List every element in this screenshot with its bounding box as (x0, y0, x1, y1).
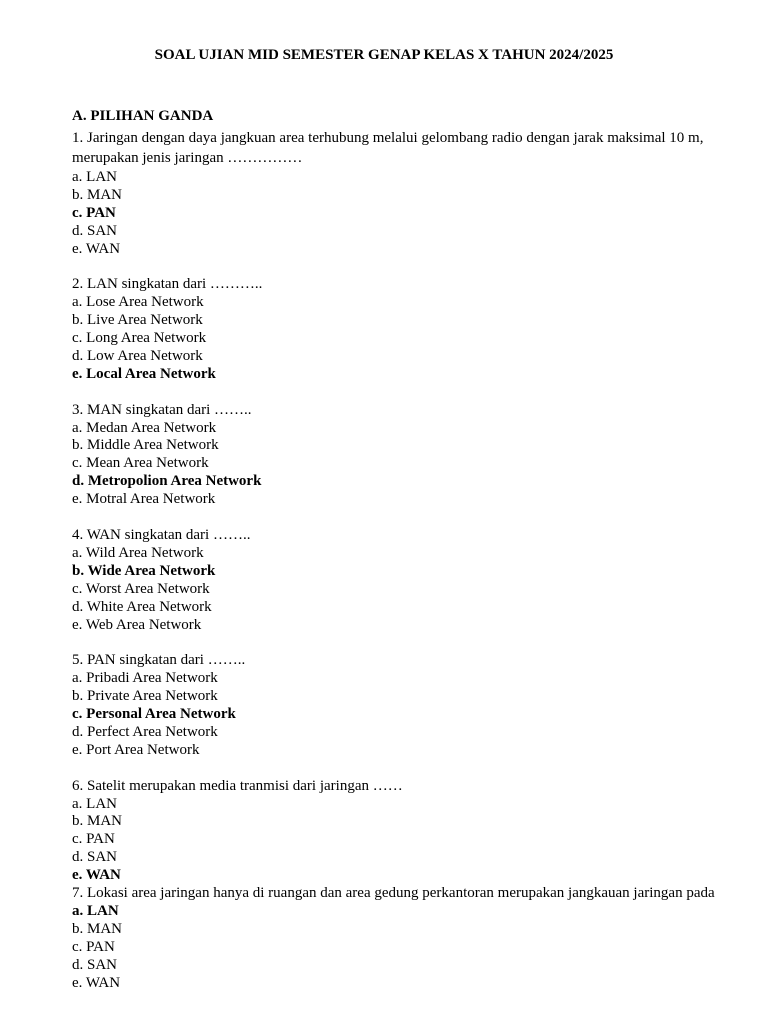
question-1 (72, 128, 728, 259)
spacer (72, 509, 728, 527)
spacer (72, 760, 728, 778)
question-stem: 5. PAN singkatan dari …….. (72, 652, 246, 669)
option-list (72, 670, 728, 760)
spacer (72, 384, 728, 402)
option: e. WAN (72, 240, 121, 257)
question-6 (72, 778, 728, 885)
option: a. Medan Area Network (72, 419, 217, 436)
option: a. Lose Area Network (72, 294, 204, 311)
question-stem: 6. Satelit merupakan media tranmisi dari jaringan …… (72, 777, 403, 794)
option-list (72, 420, 728, 510)
option: e. Motral Area Network (72, 491, 216, 508)
section-heading: A. PILIHAN GANDA (72, 108, 214, 124)
option: a. LAN (72, 795, 117, 812)
option-list (72, 545, 728, 635)
question-stem: 4. WAN singkatan dari …….. (72, 526, 251, 543)
question-2 (72, 276, 728, 383)
option: a. LAN (72, 168, 117, 185)
option: e. WAN (72, 867, 121, 884)
question-stem: 2. LAN singkatan dari ……….. (72, 276, 263, 293)
option: c. PAN (72, 831, 115, 848)
question-7 (72, 885, 728, 992)
option: b. MAN (72, 920, 123, 937)
option: b. Middle Area Network (72, 437, 219, 454)
question-stem: 7. Lokasi area jaringan hanya di ruangan dan area gedung perkantoran merupakan jangkauan jaringan pada (72, 885, 715, 902)
spacer (72, 258, 728, 276)
option: b. MAN (72, 186, 123, 203)
option: d. SAN (72, 849, 118, 866)
option: a. Pribadi Area Network (72, 670, 218, 687)
option: b. Live Area Network (72, 312, 203, 329)
option: d. Low Area Network (72, 347, 203, 364)
option-list (72, 169, 728, 259)
option: a. LAN (72, 902, 119, 919)
option: d. Metropolion Area Network (72, 473, 262, 490)
option: c. Personal Area Network (72, 706, 236, 723)
question-4 (72, 527, 728, 634)
question-3 (72, 402, 728, 509)
option: b. Wide Area Network (72, 562, 216, 579)
option-list (72, 796, 728, 886)
option-list (72, 903, 728, 993)
page-title: SOAL UJIAN MID SEMESTER GENAP KELAS X TAHUN 2024/2025 (154, 47, 614, 63)
question-stem: 3. MAN singkatan dari …….. (72, 401, 252, 418)
question-5 (72, 652, 728, 759)
option: e. Web Area Network (72, 616, 202, 633)
option: e. Port Area Network (72, 741, 200, 758)
option: c. Worst Area Network (72, 580, 210, 597)
option: d. White Area Network (72, 598, 212, 615)
question-stem: 1. Jaringan dengan daya jangkuan area terhubung melalui gelombang radio dengan jarak maksimal 10 m, merupakan jenis jaringan …………… (72, 129, 704, 167)
option: c. PAN (72, 938, 115, 955)
option: b. Private Area Network (72, 688, 218, 705)
option: b. MAN (72, 813, 123, 830)
option: c. Mean Area Network (72, 455, 209, 472)
spacer (72, 634, 728, 652)
question-list (72, 128, 728, 993)
option: c. Long Area Network (72, 330, 207, 347)
option: a. Wild Area Network (72, 544, 204, 561)
option-list (72, 294, 728, 384)
option: e. WAN (72, 974, 121, 991)
option: e. Local Area Network (72, 365, 216, 382)
option: d. SAN (72, 956, 118, 973)
option: d. Perfect Area Network (72, 723, 218, 740)
option: d. SAN (72, 222, 118, 239)
option: c. PAN (72, 204, 116, 221)
